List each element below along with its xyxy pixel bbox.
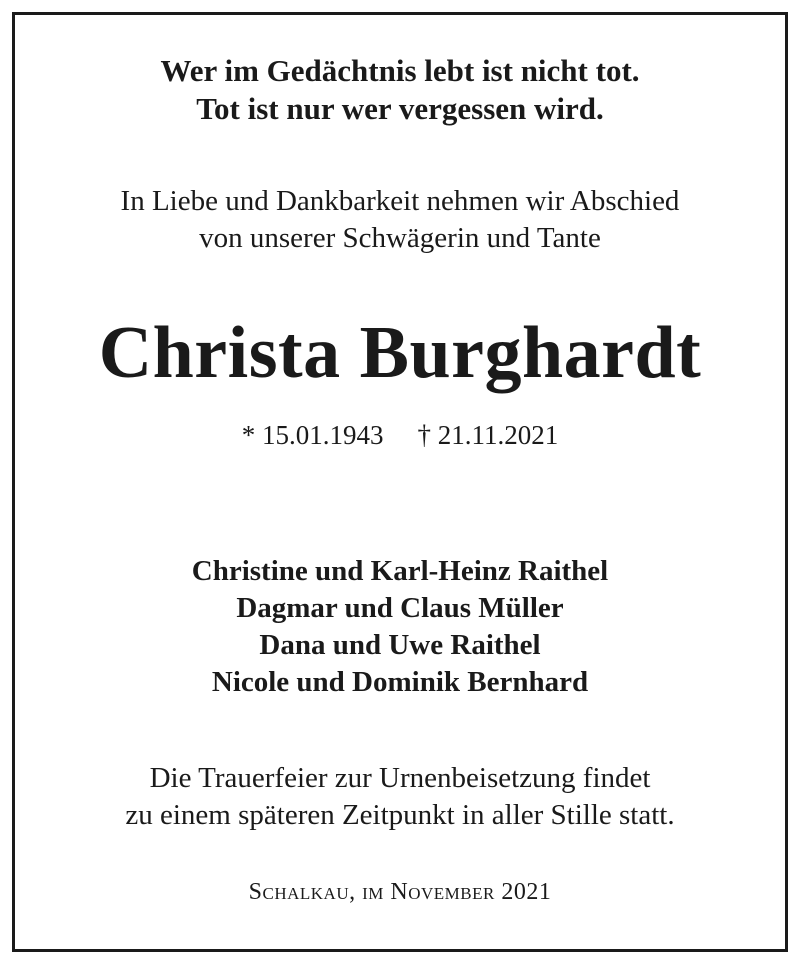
place-and-date: Schalkau, im November 2021 xyxy=(248,879,552,905)
death-date: † 21.11.2021 xyxy=(417,420,559,450)
deceased-name: Christa Burghardt xyxy=(98,312,702,394)
intro-text xyxy=(0,183,800,257)
ceremony-line: zu einem späteren Zeitpunkt in aller Stille statt. xyxy=(125,799,675,831)
ceremony-line: Die Trauerfeier zur Urnenbeisetzung findet xyxy=(149,762,651,794)
motto-line: Wer im Gedächtnis lebt ist nicht tot. xyxy=(160,53,640,88)
mourner-entry: Dagmar und Claus Müller xyxy=(236,592,564,624)
life-dates xyxy=(0,417,800,453)
ceremony-note xyxy=(0,760,800,834)
birth-date: * 15.01.1943 xyxy=(241,420,384,450)
mourner-entry: Christine und Karl-Heinz Raithel xyxy=(191,555,609,587)
mourners-list xyxy=(0,553,800,701)
motto-line: Tot ist nur wer vergessen wird. xyxy=(196,91,604,126)
motto-quote xyxy=(0,52,800,128)
intro-line: von unserer Schwägerin und Tante xyxy=(199,222,601,254)
mourner-entry: Nicole und Dominik Bernhard xyxy=(211,666,589,698)
mourner-entry: Dana und Uwe Raithel xyxy=(259,629,541,661)
intro-line: In Liebe und Dankbarkeit nehmen wir Abschied xyxy=(120,185,680,217)
